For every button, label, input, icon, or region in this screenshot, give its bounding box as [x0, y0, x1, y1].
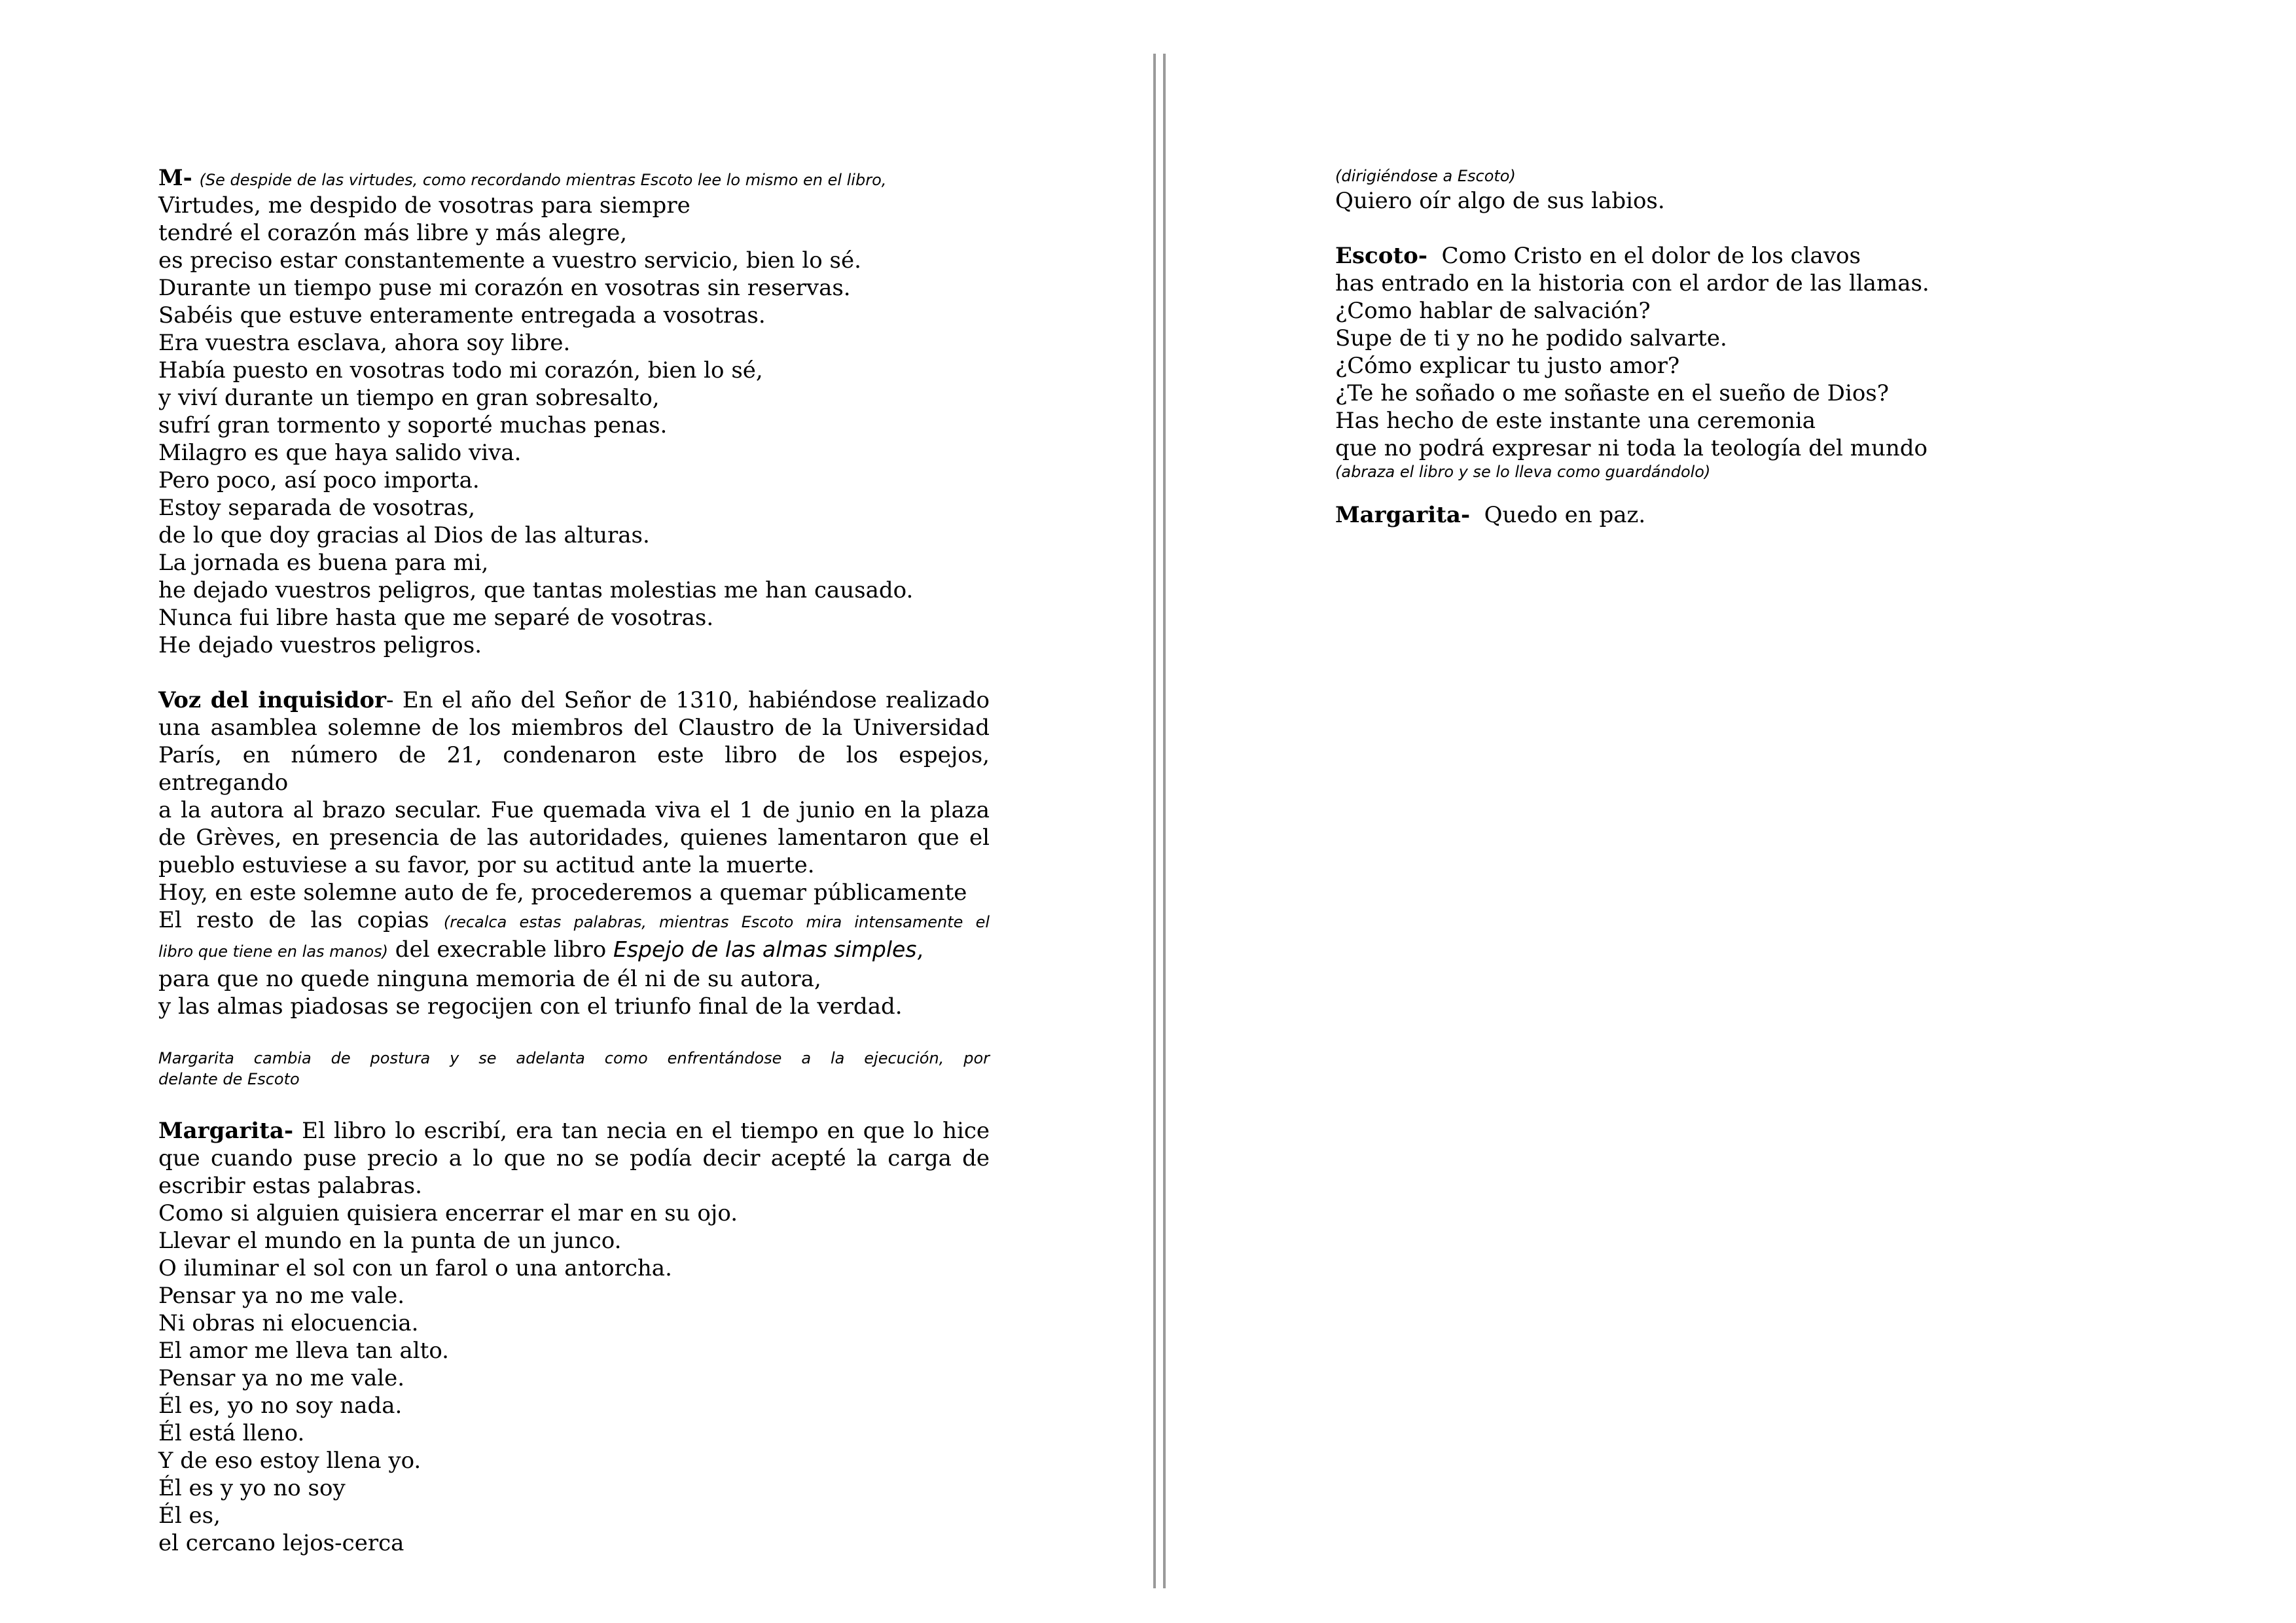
inquisidor-line: pueblo estuviese a su favor, por su actitud ante la muerte.: [158, 852, 815, 878]
quiero-line: Quiero oír algo de sus labios.: [1335, 188, 1665, 214]
speaker-m: M-: [158, 165, 192, 191]
margarita-line-1: El libro lo escribí, era tan necia en el tiempo en que lo hice: [293, 1118, 990, 1144]
m-speech-line: Había puesto en vosotras todo mi corazón, bien lo sé,: [158, 357, 763, 383]
m-speech-line: Nunca fui libre hasta que me separé de vosotras.: [158, 605, 714, 631]
m-speech-line: Durante un tiempo puse mi corazón en vosotras sin reservas.: [158, 275, 851, 301]
m-speech-line: y viví durante un tiempo en gran sobresalto,: [158, 385, 660, 411]
right-column: [1335, 165, 2121, 529]
speaker-escoto: Escoto-: [1335, 243, 1427, 269]
inquisidor-line: para que no quede ninguna memoria de él ni de su autora,: [158, 966, 821, 992]
m-speech: [158, 166, 990, 659]
escoto-line-1: [1335, 242, 2121, 270]
escoto-speech: [1335, 242, 2121, 482]
escoto-speech-line: has entrado en la historia con el ardor de las llamas.: [1335, 270, 1929, 296]
margarita-speech: [158, 1117, 990, 1557]
left-column: [158, 166, 990, 1557]
m-speech-line: He dejado vuestros peligros.: [158, 632, 482, 658]
stage-direction-recalca: (recalca estas palabras, mientras Escoto mira intensamente el: [443, 913, 990, 931]
margarita-speech-line: Llevar el mundo en la punta de un junco.: [158, 1228, 622, 1254]
margarita-final-text: Quedo en paz.: [1470, 502, 1646, 528]
inquisidor-line: una asamblea solemne de los miembros del Claustro de la Universidad: [158, 715, 990, 741]
stage-direction-margarita: [158, 1048, 990, 1090]
m-speech-line: he dejado vuestros peligros, que tantas molestias me han causado.: [158, 577, 914, 603]
speaker-margarita-final: Margarita-: [1335, 502, 1471, 528]
inquisidor-line: Hoy, en este solemne auto de fe, procederemos a quemar públicamente: [158, 880, 967, 906]
m-speech-line: sufrí gran tormento y soporté muchas penas.: [158, 412, 668, 438]
margarita-speech-line: Él es, yo no soy nada.: [158, 1393, 403, 1419]
m-speech-line: Milagro es que haya salido viva.: [158, 440, 522, 466]
m-speech-line: Estoy separada de vosotras,: [158, 495, 476, 521]
escoto-speech-lines: [1335, 270, 2121, 462]
margarita-speech-line: Pensar ya no me vale.: [158, 1283, 405, 1309]
margarita-speech-line: el cercano lejos-cerca: [158, 1530, 404, 1556]
m-speech-line: Pero poco, así poco importa.: [158, 467, 480, 493]
margarita-speech-line: Él es,: [158, 1503, 221, 1529]
margarita-speech-line: Como si alguien quisiera encerrar el mar en su ojo.: [158, 1200, 738, 1226]
m-speech-lines: [158, 192, 990, 659]
m-speech-heading: [158, 166, 990, 192]
margarita-line-3: escribir estas palabras.: [158, 1173, 422, 1199]
stage-direction-line: delante de Escoto: [158, 1070, 300, 1088]
m-speech-line: Era vuestra esclava, ahora soy libre.: [158, 330, 571, 356]
m-speech-line: Sabéis que estuve enteramente entregada a vosotras.: [158, 302, 766, 329]
escoto-line-1-text: Como Cristo en el dolor de los clavos: [1427, 243, 1861, 269]
center-divider-right: [1163, 54, 1166, 1588]
inquisidor-line: a la autora al brazo secular. Fue quemada viva el 1 de junio en la plaza: [158, 797, 990, 823]
m-speech-line: es preciso estar constantemente a vuestro servicio, bien lo sé.: [158, 247, 861, 274]
inquisidor-resto-text: El resto de las copias: [158, 907, 444, 933]
escoto-speech-line: que no podrá expresar ni toda la teología del mundo: [1335, 435, 1928, 461]
escoto-speech-line: Supe de ti y no he podido salvarte.: [1335, 325, 1727, 351]
m-speech-line: de lo que doy gracias al Dios de las alturas.: [158, 522, 650, 548]
inquisidor-libro-text: del execrable libro: [388, 936, 613, 963]
stage-direction-virtudes: (Se despide de las virtudes, como recordando mientras Escoto lee lo mismo en el libro,: [199, 171, 887, 189]
margarita-final-speech: [1335, 501, 2121, 529]
inquisidor-line: y las almas piadosas se regocijen con el triunfo final de la verdad.: [158, 993, 903, 1020]
center-divider-left: [1153, 54, 1156, 1588]
inquisidor-line-1: - En el año del Señor de 1310, habiéndose realizado: [386, 687, 990, 713]
m-speech-line: tendré el corazón más libre y más alegre,: [158, 220, 628, 246]
comma: ,: [916, 936, 924, 963]
m-speech-line: La jornada es buena para mi,: [158, 550, 489, 576]
m-speech-line: Virtudes, me despido de vosotras para siempre: [158, 192, 691, 219]
margarita-speech-line: Pensar ya no me vale.: [158, 1365, 405, 1391]
stage-direction-abraza: (abraza el libro y se lo lleva como guardándolo): [1335, 463, 1711, 481]
margarita-speech-line: Y de eso estoy llena yo.: [158, 1448, 422, 1474]
book-title: Espejo de las almas simples: [613, 936, 917, 962]
inquisidor-line: París, en número de 21, condenaron este libro de los espejos, entregando: [158, 742, 990, 796]
stage-direction-dirigiendose: (dirigiéndose a Escoto): [1335, 167, 1516, 185]
inquisidor-speech: [158, 687, 990, 1020]
margarita-speech-line: Él está lleno.: [158, 1420, 305, 1446]
stage-direction-line: Margarita cambia de postura y se adelanta como enfrentándose a la ejecución, por: [158, 1049, 990, 1067]
escoto-speech-line: ¿Te he soñado o me soñaste en el sueño de Dios?: [1335, 380, 1889, 406]
margarita-speech-line: El amor me lleva tan alto.: [158, 1338, 449, 1364]
inquisidor-line: de Grèves, en presencia de las autoridades, quienes lamentaron que el: [158, 825, 990, 851]
margarita-speech-lines: [158, 1200, 990, 1557]
escoto-speech-line: Has hecho de este instante una ceremonia: [1335, 408, 1816, 434]
stage-direction-libro: libro que tiene en las manos): [158, 942, 388, 961]
margarita-line-2: que cuando puse precio a lo que no se podía decir acepté la carga de: [158, 1145, 990, 1171]
speaker-inquisidor: Voz del inquisidor: [158, 687, 386, 713]
margarita-speech-line: Ni obras ni elocuencia.: [158, 1310, 419, 1336]
margarita-speech-line: O iluminar el sol con un farol o una antorcha.: [158, 1255, 672, 1281]
escoto-speech-line: ¿Cómo explicar tu justo amor?: [1335, 353, 1680, 379]
escoto-speech-line: ¿Como hablar de salvación?: [1335, 298, 1651, 324]
speaker-margarita: Margarita-: [158, 1118, 294, 1144]
margarita-speech-line: Él es y yo no soy: [158, 1475, 346, 1501]
right-page: [1172, 0, 2296, 1623]
